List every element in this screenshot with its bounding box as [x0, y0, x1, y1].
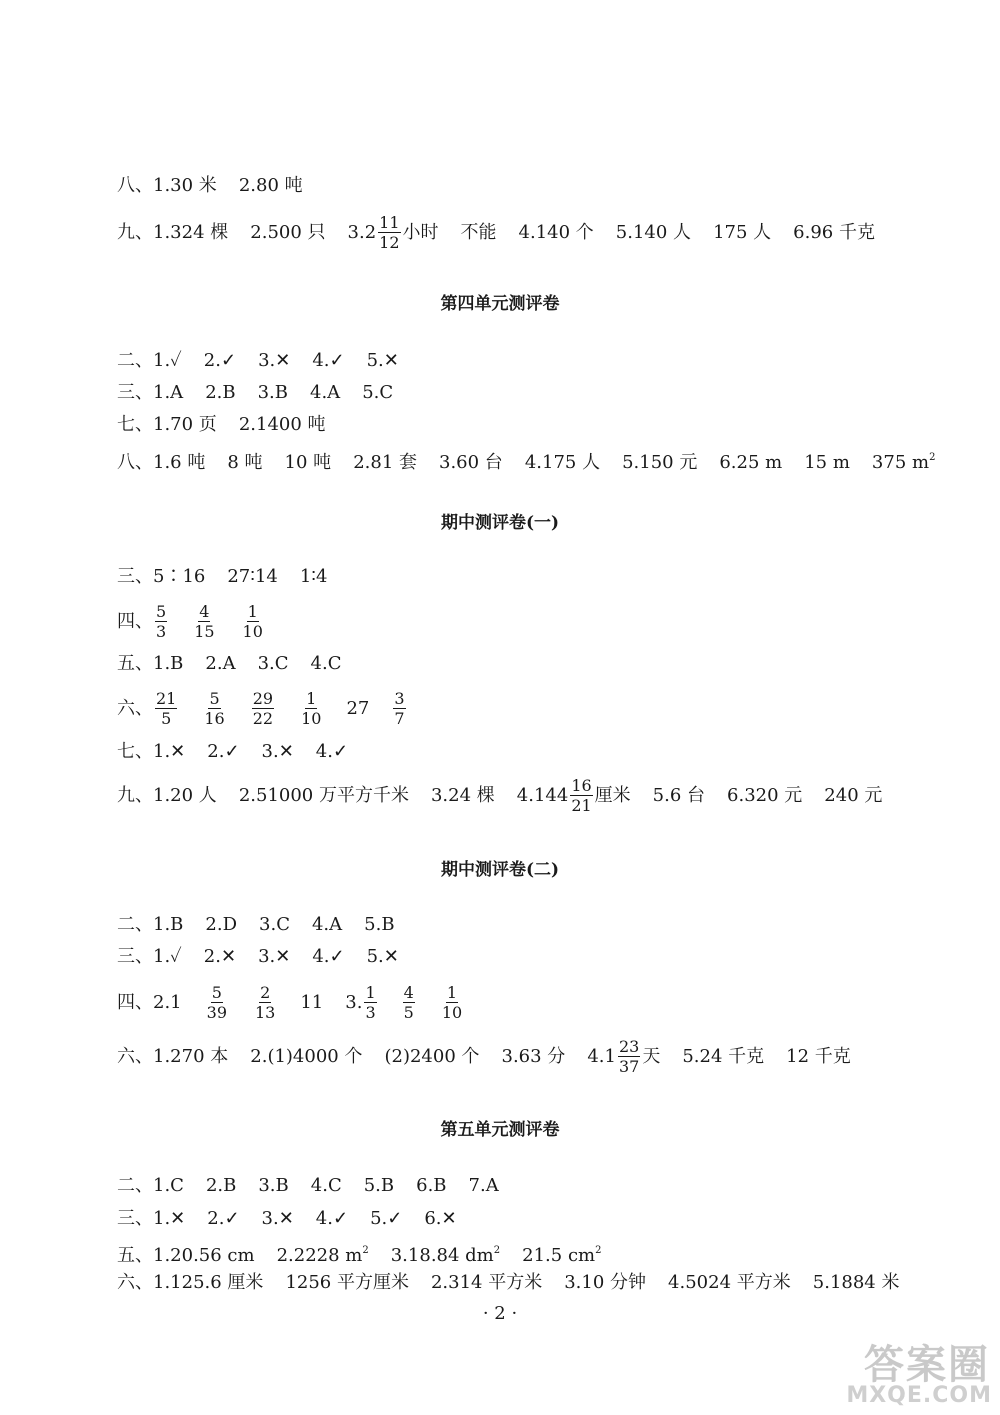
- answer: 2.500 只: [250, 221, 326, 243]
- answer: 1.✓: [153, 946, 182, 967]
- answer: 6.320 元: [727, 784, 803, 806]
- answer-line-ba-2: [117, 447, 935, 474]
- answer: 6.B: [416, 1175, 447, 1196]
- denominator: 13: [255, 1003, 276, 1022]
- answer-line-jiu-1: [117, 214, 875, 251]
- fraction: [570, 777, 592, 814]
- answer: 2.314 平方米: [430, 1272, 543, 1293]
- answer-line-qi: [117, 414, 326, 436]
- answer: 1.20.56 cm: [153, 1245, 255, 1266]
- answer-line-liu-fractions: [117, 690, 408, 727]
- section-label: 二、: [117, 350, 153, 371]
- denominator: 21: [571, 796, 592, 815]
- answer-line-er-2: [117, 914, 395, 936]
- answer: 1.✕: [153, 1208, 186, 1229]
- answer: 15 m: [804, 452, 850, 473]
- unit: 天: [642, 1045, 661, 1067]
- numerator: 5: [156, 602, 167, 621]
- answer: 5.150 元: [622, 452, 698, 473]
- answer: 2.51000 万平方千米: [238, 784, 409, 806]
- answer-line-qi-checks: [117, 741, 348, 763]
- section-heading-midterm-1: 期中测评卷(一): [440, 513, 560, 533]
- fraction: [155, 603, 167, 640]
- answer: 1.6 吨: [153, 452, 206, 473]
- answer: 3.C: [257, 653, 289, 674]
- answer-line-wu: [117, 653, 342, 675]
- fraction: [364, 984, 376, 1021]
- answer: 5.6 台: [652, 784, 706, 806]
- section-label: 六、: [117, 697, 153, 719]
- answer: 2.81 套: [353, 452, 417, 473]
- denominator: 10: [441, 1003, 463, 1022]
- answer: 1∶4: [299, 566, 328, 587]
- denominator: 16: [204, 709, 225, 728]
- answer: 375 m: [871, 452, 930, 473]
- answer: 12 千克: [786, 1045, 851, 1067]
- answer-line-er: [117, 350, 399, 372]
- numerator: 4: [403, 983, 414, 1002]
- answer: 6.96 千克: [793, 221, 875, 243]
- answer: 2.✕: [203, 946, 237, 967]
- answer: 1.324 棵: [153, 221, 229, 243]
- answer: 2.B: [205, 1175, 237, 1196]
- section-label: 六、: [117, 1272, 153, 1293]
- answer-line-liu-2: [117, 1038, 851, 1075]
- section-label: 二、: [117, 1175, 153, 1196]
- answer: 1.✓: [153, 350, 182, 371]
- answer: 2.✓: [207, 741, 240, 762]
- answer: 3.63 分: [501, 1045, 566, 1067]
- numerator: 29: [252, 689, 274, 708]
- answer: 3.24 棵: [430, 784, 495, 806]
- answer-line-ba-1: [117, 175, 303, 197]
- answer: 2.D: [205, 914, 238, 935]
- answer: 4.A: [311, 914, 343, 935]
- denominator: 22: [252, 709, 274, 728]
- numerator: 4: [199, 602, 210, 621]
- superscript: 2: [493, 1245, 501, 1256]
- answer: 4.✓: [315, 741, 349, 762]
- answer: 5.140 人: [615, 221, 692, 243]
- answer: 1.125.6 厘米: [153, 1272, 264, 1293]
- answer: 2.A: [205, 653, 236, 674]
- answer: 4.1: [587, 1045, 616, 1067]
- answer: 1.A: [153, 382, 184, 403]
- answer-line-san-3: [117, 1208, 457, 1230]
- section-label: 四、: [117, 991, 153, 1013]
- fraction: [206, 984, 228, 1021]
- answer: 3.C: [259, 914, 290, 935]
- answer: 4.✓: [315, 1208, 349, 1229]
- superscript: 2: [595, 1245, 602, 1256]
- answer: 5.✕: [366, 946, 399, 967]
- numerator: 5: [211, 983, 222, 1002]
- answer: 1.20 人: [153, 784, 217, 806]
- section-label: 三、: [117, 382, 153, 403]
- fraction: [618, 1038, 640, 1075]
- answer: 3.✕: [258, 946, 291, 967]
- section-label: 五、: [117, 1245, 153, 1266]
- denominator: 15: [194, 622, 215, 641]
- answer: 4.C: [310, 653, 342, 674]
- answer-line-jiu-2: [117, 777, 882, 814]
- answer: 5.24 千克: [682, 1045, 765, 1067]
- numerator: 3: [394, 689, 405, 708]
- answer: 21.5 cm: [522, 1245, 596, 1266]
- numerator: 1: [247, 602, 258, 621]
- answer: 1.B: [153, 914, 184, 935]
- section-label: 九、: [117, 784, 153, 806]
- answer-line-san-2: [117, 946, 399, 968]
- answer: 不能: [460, 221, 497, 243]
- fraction: [252, 690, 274, 727]
- numerator: 11: [379, 213, 400, 232]
- answer: 2.✓: [203, 350, 237, 371]
- watermark-domain: MXQE.COM: [846, 1383, 992, 1408]
- answer: 4.175 人: [524, 452, 601, 473]
- numerator: 16: [571, 776, 592, 795]
- fraction: [378, 214, 400, 251]
- answer: 4.✓: [312, 350, 345, 371]
- fraction: [193, 603, 215, 640]
- answer-line-liu-3: [117, 1272, 899, 1294]
- answer: 3.B: [258, 1175, 289, 1196]
- section-label: 四、: [117, 610, 153, 632]
- answer: 175 人: [713, 221, 772, 243]
- answer: 1.C: [153, 1175, 184, 1196]
- answer-line-er-3: [117, 1175, 499, 1197]
- answer: 240 元: [824, 784, 883, 806]
- answer: 4.A: [310, 382, 341, 403]
- answer: 4.5024 平方米: [668, 1272, 791, 1293]
- answer: 3.✕: [261, 1208, 294, 1229]
- answer-line-si-fractions: [117, 603, 266, 640]
- answer: 5.1884 米: [812, 1272, 900, 1293]
- answer: 1.270 本: [153, 1045, 229, 1067]
- answer: (2)2400 个: [384, 1045, 480, 1067]
- fraction: [393, 690, 405, 727]
- answer-line-wu-2: [117, 1240, 601, 1267]
- denominator: 37: [618, 1057, 640, 1076]
- unit: 厘米: [594, 784, 631, 806]
- numerator: 1: [306, 689, 317, 708]
- answer: 5∶16: [153, 566, 206, 587]
- answer: 1.✕: [153, 741, 186, 762]
- numerator: 1: [446, 983, 458, 1002]
- answer: 3.10 分钟: [564, 1272, 647, 1293]
- denominator: 5: [403, 1003, 414, 1022]
- numerator: 1: [365, 983, 376, 1002]
- answer: 27∶14: [227, 566, 278, 587]
- superscript: 2: [929, 452, 936, 463]
- answer: 5.✕: [366, 350, 399, 371]
- answer: 5.B: [364, 914, 395, 935]
- unit: 小时: [402, 221, 439, 243]
- section-label: 三、: [117, 566, 153, 587]
- answer: 5.✓: [370, 1208, 403, 1229]
- section-label: 二、: [117, 914, 153, 935]
- answer: 1.70 页: [153, 414, 217, 435]
- section-label: 三、: [117, 1208, 153, 1229]
- numerator: 23: [618, 1037, 640, 1056]
- answer: 4.C: [310, 1175, 342, 1196]
- watermark-text: 答案圈: [864, 1342, 990, 1388]
- fraction: [300, 690, 322, 727]
- fraction: [155, 690, 177, 727]
- denominator: 39: [206, 1003, 227, 1022]
- denominator: 3: [156, 622, 167, 641]
- answer: 1.B: [153, 653, 184, 674]
- fraction: [441, 984, 463, 1021]
- denominator: 10: [301, 709, 322, 728]
- section-heading-midterm-2: 期中测评卷(二): [440, 860, 560, 880]
- answer: 6.25 m: [719, 452, 783, 473]
- numerator: 5: [209, 689, 220, 708]
- denominator: 10: [242, 622, 263, 641]
- answer-line-si-2: [117, 984, 465, 1021]
- denominator: 7: [394, 709, 405, 728]
- answer: 2.2228 m: [276, 1245, 363, 1266]
- fraction: [403, 984, 415, 1021]
- answer: 3.✕: [258, 350, 291, 371]
- section-heading-unit5: 第五单元测评卷: [440, 1120, 560, 1140]
- answer: 2.(1)4000 个: [250, 1045, 363, 1067]
- section-label: 三、: [117, 946, 153, 967]
- page-number: · 2 ·: [482, 1303, 518, 1324]
- section-label: 八、: [117, 175, 153, 196]
- answer: 6.✕: [424, 1208, 457, 1229]
- answer: 4.✓: [312, 946, 345, 967]
- section-heading-unit4: 第四单元测评卷: [440, 294, 560, 314]
- answer: 2.B: [205, 382, 236, 403]
- answer: 4.144: [516, 784, 569, 806]
- answer: 3.18.84 dm: [390, 1245, 494, 1266]
- section-label: 八、: [117, 452, 153, 473]
- answer: 10 吨: [284, 452, 332, 473]
- fraction: [203, 690, 225, 727]
- answer: 7.A: [468, 1175, 499, 1196]
- section-label: 九、: [117, 221, 153, 243]
- answer: 27: [346, 697, 370, 719]
- denominator: 5: [161, 709, 172, 728]
- denominator: 3: [365, 1003, 376, 1022]
- answer: 3.B: [257, 382, 288, 403]
- answer: 11: [300, 991, 324, 1013]
- section-label: 五、: [117, 653, 153, 674]
- answer: 3.: [345, 991, 363, 1013]
- superscript: 2: [362, 1245, 369, 1256]
- fraction: [254, 984, 276, 1021]
- numerator: 2: [260, 983, 271, 1002]
- answer: 4.140 个: [518, 221, 594, 243]
- section-label: 七、: [117, 741, 153, 762]
- answer-line-san: [117, 382, 393, 404]
- numerator: 21: [156, 689, 177, 708]
- answer: 5.B: [363, 1175, 395, 1196]
- answer: 2.1: [153, 991, 182, 1013]
- answer: 3.60 台: [439, 452, 503, 473]
- answer: 2.✓: [207, 1208, 240, 1229]
- answer: 8 吨: [227, 452, 263, 473]
- denominator: 12: [379, 233, 400, 252]
- watermark-logo: [812, 1333, 1000, 1415]
- fraction: [242, 603, 264, 640]
- answer: 3.✕: [261, 741, 294, 762]
- answer-line-san-ratio: [117, 566, 327, 588]
- section-label: 七、: [117, 414, 153, 435]
- answer: 2.80 吨: [238, 175, 303, 196]
- answer: 5.C: [362, 382, 394, 403]
- answer: 1256 平方厘米: [285, 1272, 409, 1293]
- answer: 2.1400 吨: [238, 414, 326, 435]
- answer: 1.30 米: [153, 175, 217, 196]
- answer: 3.2: [347, 221, 377, 243]
- section-label: 六、: [117, 1045, 153, 1067]
